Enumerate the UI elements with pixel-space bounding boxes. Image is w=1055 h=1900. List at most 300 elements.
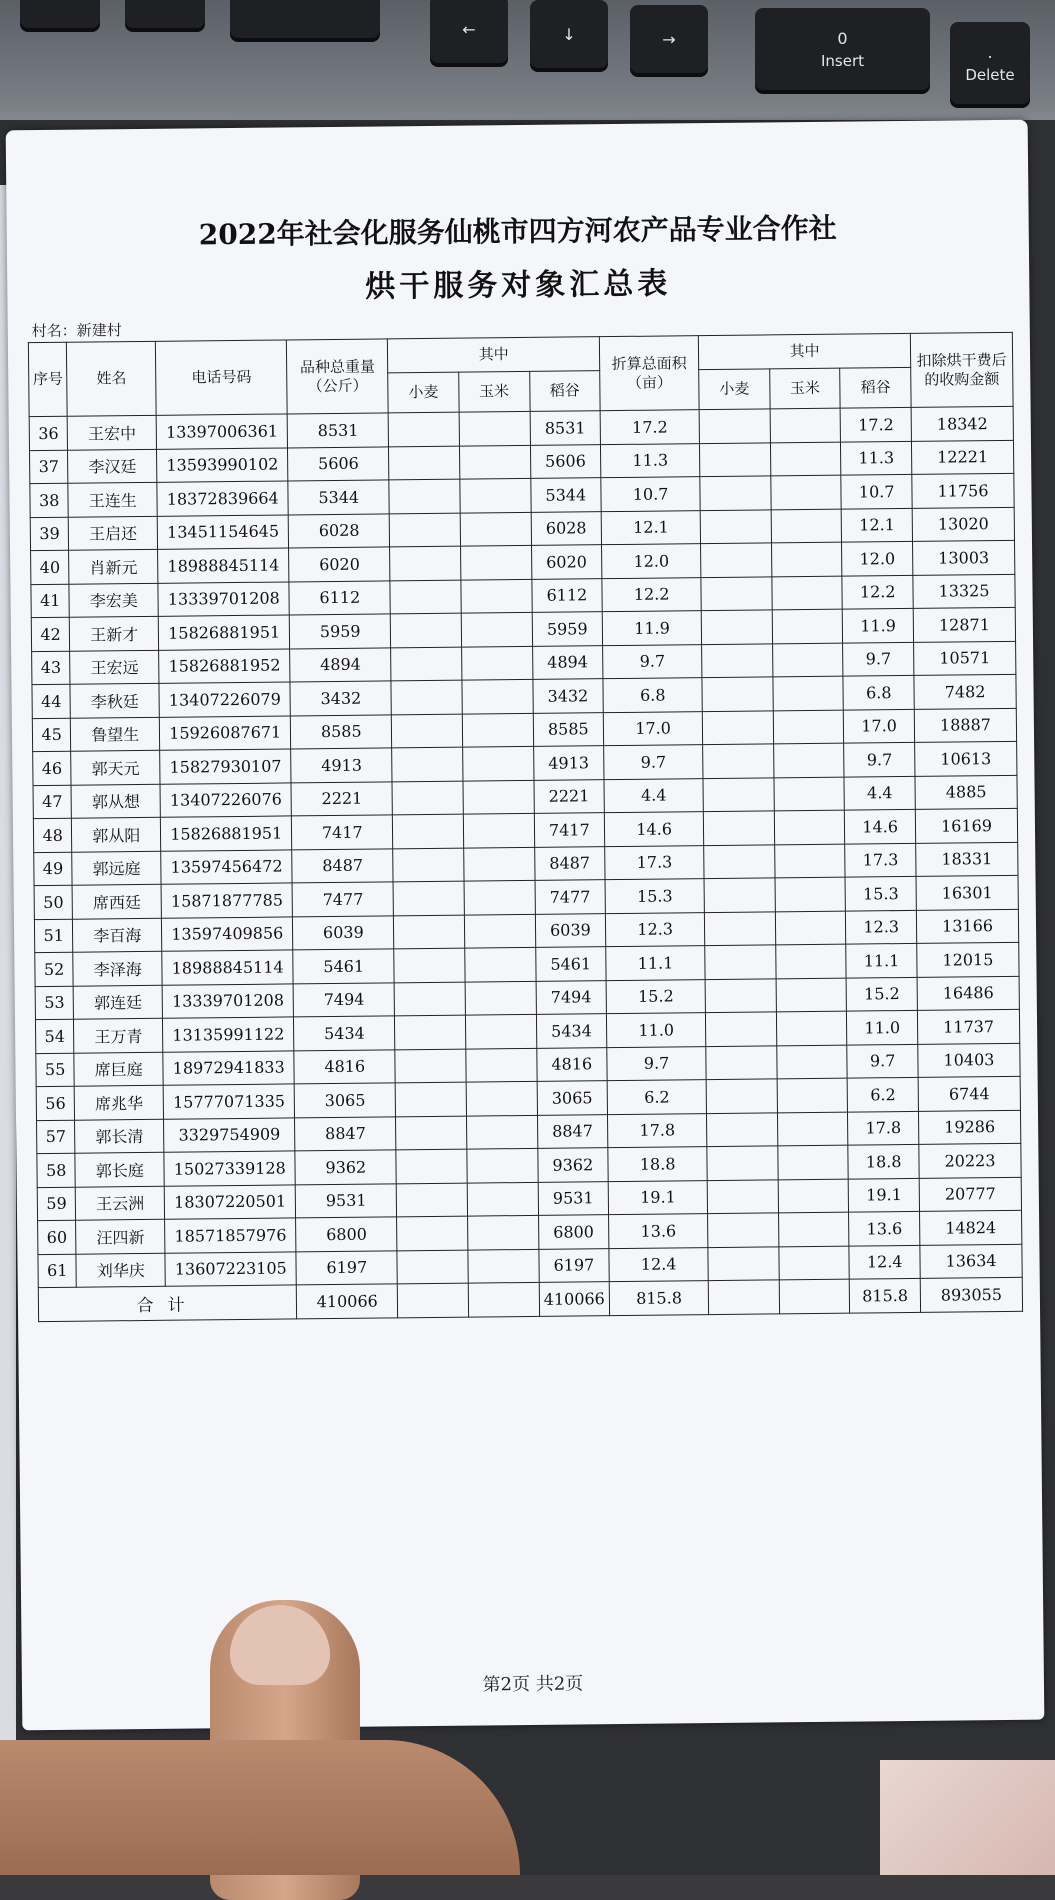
row-wheat (393, 848, 464, 882)
total-label: 合计 (38, 1285, 297, 1322)
row-rice-area: 17.3 (845, 843, 916, 877)
row-seq: 39 (30, 517, 69, 551)
row-corn (465, 947, 536, 981)
row-wheat (397, 1250, 468, 1284)
row-wheat (388, 412, 459, 446)
row-area: 6.2 (607, 1080, 706, 1115)
row-wheat (393, 881, 464, 915)
delete-key-sublabel: Delete (965, 65, 1015, 84)
row-phone: 15827930107 (160, 749, 292, 784)
row-area: 12.1 (601, 510, 700, 545)
row-weight: 6020 (289, 547, 390, 582)
row-rice: 4894 (532, 645, 603, 679)
row-wheat-area (701, 610, 772, 644)
row-seq: 50 (34, 885, 73, 919)
right-arrow-key (630, 5, 708, 73)
row-wheat (396, 1116, 467, 1150)
row-wheat (390, 580, 461, 614)
row-seq: 38 (30, 483, 69, 517)
row-amount: 10613 (915, 741, 1017, 776)
row-weight: 6800 (296, 1217, 397, 1252)
row-area: 12.2 (602, 577, 701, 612)
row-area: 15.3 (605, 879, 704, 914)
row-corn (467, 1148, 538, 1182)
row-amount: 16486 (917, 976, 1019, 1011)
row-rice-area: 11.3 (841, 441, 912, 475)
row-rice-area: 17.2 (840, 407, 911, 441)
row-phone: 15027339128 (164, 1151, 296, 1186)
row-rice-area: 11.1 (846, 943, 917, 977)
row-area: 14.6 (605, 812, 704, 847)
row-wheat-area (705, 945, 776, 979)
row-wheat-area (702, 710, 773, 744)
row-amount: 13325 (913, 574, 1015, 609)
row-corn-area (776, 1011, 847, 1045)
row-phone: 13407226079 (159, 682, 291, 717)
row-wheat (390, 613, 461, 647)
row-corn-area (771, 542, 842, 576)
row-weight: 4894 (290, 647, 391, 682)
row-area: 17.0 (603, 711, 702, 746)
header-seq: 序号 (28, 342, 67, 416)
row-area: 11.0 (607, 1013, 706, 1048)
row-wheat (389, 513, 460, 547)
row-weight: 8487 (292, 848, 393, 883)
row-area: 11.9 (602, 611, 701, 646)
header-area: 折算总面积（亩） (600, 336, 700, 411)
row-area: 13.6 (609, 1214, 708, 1249)
row-rice-area: 17.8 (848, 1111, 919, 1145)
row-phone: 13407226076 (160, 782, 292, 817)
row-area: 4.4 (604, 778, 703, 813)
row-amount: 18331 (916, 842, 1018, 877)
row-amount: 13634 (920, 1244, 1022, 1279)
row-weight: 5606 (288, 446, 389, 481)
row-rice: 6197 (538, 1248, 609, 1282)
row-wheat (389, 479, 460, 513)
row-area: 9.7 (603, 644, 702, 679)
row-corn (468, 1249, 539, 1283)
row-corn (462, 679, 533, 713)
header-group-weight: 其中 (388, 337, 600, 373)
row-rice: 9531 (538, 1181, 609, 1215)
row-phone: 18307220501 (164, 1184, 296, 1219)
row-rice: 8847 (537, 1114, 608, 1148)
row-wheat (394, 915, 465, 949)
row-wheat (397, 1216, 468, 1250)
row-corn-area (773, 676, 844, 710)
delete-key-label: . (987, 42, 993, 62)
row-rice: 6800 (538, 1215, 609, 1249)
row-amount: 11756 (912, 473, 1014, 508)
row-corn (464, 880, 535, 914)
row-rice-area: 19.1 (849, 1178, 920, 1212)
row-amount: 7482 (914, 674, 1016, 709)
row-corn-area (778, 1179, 849, 1213)
row-amount: 20223 (919, 1143, 1021, 1178)
row-name: 郭远庭 (72, 851, 161, 885)
row-name: 席巨庭 (74, 1052, 163, 1086)
row-corn (463, 746, 534, 780)
row-name: 郭长清 (75, 1119, 164, 1153)
row-wheat-area (700, 509, 771, 543)
row-wheat (395, 1082, 466, 1116)
row-corn (459, 411, 530, 445)
row-rice-area: 4.4 (844, 776, 915, 810)
row-corn-area (779, 1246, 850, 1280)
row-weight: 9362 (295, 1150, 396, 1185)
row-area: 15.2 (606, 979, 705, 1014)
row-phone: 13593990102 (157, 447, 289, 482)
row-phone: 13135991122 (163, 1017, 295, 1052)
row-corn (466, 1081, 537, 1115)
row-area: 19.1 (608, 1180, 707, 1215)
row-seq: 61 (38, 1254, 77, 1288)
row-wheat (391, 680, 462, 714)
row-weight: 7477 (292, 882, 393, 917)
row-weight: 6112 (289, 580, 390, 615)
row-corn (464, 847, 535, 881)
document-subtitle: 烘干服务对象汇总表 (365, 266, 672, 305)
row-seq: 52 (35, 952, 74, 986)
total-amount: 893055 (920, 1277, 1022, 1312)
row-seq: 37 (30, 450, 69, 484)
row-phone: 18972941833 (163, 1050, 295, 1085)
row-wheat (391, 647, 462, 681)
row-rice: 5959 (532, 612, 603, 646)
row-amount: 20777 (919, 1177, 1021, 1212)
row-phone: 18372839664 (157, 481, 289, 516)
row-phone: 13607223105 (165, 1251, 297, 1286)
row-weight: 6028 (289, 513, 390, 548)
row-weight: 8531 (287, 413, 388, 448)
row-rice-area: 12.1 (842, 508, 913, 542)
row-seq: 44 (32, 684, 71, 718)
row-name: 李秋廷 (70, 683, 159, 717)
row-corn (465, 981, 536, 1015)
row-weight: 3432 (290, 681, 391, 716)
row-corn-area (774, 810, 845, 844)
row-corn-area (777, 1112, 848, 1146)
row-corn (460, 478, 531, 512)
row-wheat-area (708, 1213, 779, 1247)
row-rice-area: 18.8 (848, 1144, 919, 1178)
row-corn-area (776, 1045, 847, 1079)
row-name: 郭天元 (71, 750, 160, 784)
down-arrow-key (530, 0, 608, 68)
row-wheat-area (704, 911, 775, 945)
row-rice-area: 9.7 (844, 742, 915, 776)
row-corn (462, 713, 533, 747)
row-rice: 7477 (535, 880, 606, 914)
row-seq: 41 (31, 584, 70, 618)
row-seq: 58 (37, 1153, 76, 1187)
row-weight: 4913 (291, 748, 392, 783)
header-rice-area: 稻谷 (840, 367, 911, 408)
box-corner (880, 1760, 1055, 1875)
row-area: 9.7 (604, 745, 703, 780)
row-wheat (392, 714, 463, 748)
row-rice-area: 13.6 (849, 1211, 920, 1245)
row-weight: 6197 (296, 1250, 397, 1285)
row-seq: 42 (31, 617, 70, 651)
row-weight: 4816 (294, 1049, 395, 1084)
document-page (6, 120, 1045, 1731)
row-wheat-area (703, 811, 774, 845)
row-wheat (390, 546, 461, 580)
row-wheat (393, 814, 464, 848)
row-corn (461, 579, 532, 613)
row-rice: 8487 (534, 846, 605, 880)
row-corn-area (774, 844, 845, 878)
row-weight: 9531 (296, 1183, 397, 1218)
row-name: 王宏远 (70, 650, 159, 684)
row-amount: 10403 (918, 1043, 1020, 1078)
row-phone: 13597456472 (161, 849, 293, 884)
row-name: 郭从阳 (72, 817, 161, 851)
row-area: 18.8 (608, 1147, 707, 1182)
header-corn-area: 玉米 (769, 368, 840, 409)
row-corn (461, 646, 532, 680)
row-phone: 15826881951 (160, 816, 292, 851)
row-wheat (389, 446, 460, 480)
row-corn (464, 914, 535, 948)
row-corn-area (770, 442, 841, 476)
row-amount: 14824 (920, 1210, 1022, 1245)
total-wheat-area (708, 1280, 779, 1315)
row-rice-area: 17.0 (844, 709, 915, 743)
row-wheat-area (706, 1045, 777, 1079)
row-amount: 19286 (918, 1110, 1020, 1145)
row-area: 17.8 (608, 1113, 707, 1148)
row-wheat-area (707, 1179, 778, 1213)
row-name: 王云洲 (76, 1186, 165, 1220)
row-phone: 15871877785 (161, 883, 293, 918)
row-phone: 15826881951 (158, 615, 290, 650)
row-wheat (395, 1015, 466, 1049)
row-wheat-area (699, 409, 770, 443)
row-seq: 60 (38, 1220, 77, 1254)
insert-key-label: 0 (837, 28, 848, 48)
row-amount: 4885 (915, 775, 1017, 810)
row-rice: 4913 (533, 746, 604, 780)
row-wheat-area (703, 744, 774, 778)
row-amount: 12871 (913, 607, 1015, 642)
row-area: 17.3 (605, 845, 704, 880)
row-rice-area: 6.2 (847, 1077, 918, 1111)
keyboard-key (125, 0, 205, 28)
row-name: 汪四新 (76, 1219, 165, 1253)
row-amount: 11737 (917, 1009, 1019, 1044)
row-rice-area: 12.3 (846, 910, 917, 944)
row-wheat (394, 982, 465, 1016)
row-seq: 40 (31, 550, 70, 584)
row-name: 郭连廷 (73, 985, 162, 1019)
keyboard-key (230, 0, 380, 38)
left-arrow-key (430, 0, 508, 63)
row-weight: 7494 (293, 982, 394, 1017)
row-wheat-area (707, 1112, 778, 1146)
total-rice-area: 815.8 (850, 1278, 921, 1313)
row-wheat (392, 781, 463, 815)
row-area: 11.1 (606, 946, 705, 981)
row-wheat-area (708, 1246, 779, 1280)
row-name: 李汉廷 (68, 449, 157, 483)
row-amount: 10571 (914, 641, 1016, 676)
row-corn (460, 545, 531, 579)
row-name: 席兆华 (75, 1085, 164, 1119)
header-phone: 电话号码 (156, 340, 288, 415)
row-corn-area (774, 777, 845, 811)
row-wheat-area (701, 576, 772, 610)
row-rice: 3432 (532, 679, 603, 713)
row-rice-area: 9.7 (847, 1044, 918, 1078)
row-area: 6.8 (603, 678, 702, 713)
row-wheat-area (707, 1146, 778, 1180)
row-rice: 5434 (536, 1014, 607, 1048)
row-phone: 18571857976 (165, 1218, 297, 1253)
row-phone: 15826881952 (159, 648, 291, 683)
row-phone: 13397006361 (156, 414, 288, 449)
row-wheat (392, 747, 463, 781)
row-wheat (394, 948, 465, 982)
row-corn-area (772, 576, 843, 610)
row-rice-area: 14.6 (845, 809, 916, 843)
down-arrow-icon: ↓ (562, 24, 576, 44)
row-name: 李百海 (73, 918, 162, 952)
row-corn-area (771, 475, 842, 509)
row-name: 鲁望生 (71, 717, 160, 751)
row-rice-area: 10.7 (841, 474, 912, 508)
row-seq: 56 (36, 1086, 75, 1120)
total-corn-area (779, 1279, 850, 1314)
row-phone: 13597409856 (162, 916, 294, 951)
row-wheat (395, 1049, 466, 1083)
row-wheat-area (703, 777, 774, 811)
row-rice: 5344 (530, 478, 601, 512)
row-corn (467, 1215, 538, 1249)
row-corn-area (773, 743, 844, 777)
row-rice-area: 12.4 (849, 1245, 920, 1279)
total-rice: 410066 (539, 1282, 610, 1317)
total-weight: 410066 (297, 1284, 398, 1319)
row-corn-area (778, 1145, 849, 1179)
row-area: 12.0 (602, 544, 701, 579)
row-seq: 46 (33, 751, 72, 785)
row-seq: 49 (34, 852, 73, 886)
row-corn (465, 1014, 536, 1048)
header-weight: 品种总重量（公斤） (287, 339, 389, 414)
total-area: 815.8 (609, 1281, 708, 1316)
row-name: 郭长庭 (75, 1152, 164, 1186)
village-name: 村名：新建村 (31, 321, 122, 341)
row-wheat-area (700, 442, 771, 476)
total-wheat (397, 1283, 468, 1318)
row-weight: 2221 (291, 781, 392, 816)
insert-key-sublabel: Insert (820, 51, 865, 70)
row-corn-area (778, 1212, 849, 1246)
row-area: 12.4 (609, 1247, 708, 1282)
row-name: 王新才 (70, 616, 159, 650)
row-rice: 7494 (536, 980, 607, 1014)
row-phone: 15777071335 (163, 1084, 295, 1119)
row-rice-area: 15.2 (846, 977, 917, 1011)
row-seq: 36 (29, 416, 68, 450)
row-amount: 18887 (914, 708, 1016, 743)
row-rice: 5606 (530, 444, 601, 478)
row-area: 9.7 (607, 1046, 706, 1081)
row-seq: 43 (32, 651, 71, 685)
row-phone: 3329754909 (164, 1117, 296, 1152)
left-arrow-icon: ← (462, 19, 476, 39)
row-amount: 12221 (911, 440, 1013, 475)
row-rice: 4816 (536, 1047, 607, 1081)
row-weight: 7417 (292, 815, 393, 850)
row-wheat (396, 1149, 467, 1183)
row-weight: 5344 (288, 480, 389, 515)
row-amount: 13003 (913, 540, 1015, 575)
header-rice: 稻谷 (529, 371, 600, 412)
row-name: 席西廷 (72, 884, 161, 918)
row-area: 12.3 (606, 912, 705, 947)
document-title: 2022年社会化服务仙桃市四方河农产品专业合作社 (198, 211, 837, 252)
row-corn (467, 1182, 538, 1216)
row-weight: 5959 (290, 614, 391, 649)
row-rice-area: 15.3 (845, 876, 916, 910)
row-wheat-area (705, 978, 776, 1012)
row-corn-area (775, 877, 846, 911)
row-phone: 18988845114 (162, 950, 294, 985)
total-corn (468, 1282, 539, 1317)
row-corn (466, 1048, 537, 1082)
row-weight: 3065 (294, 1083, 395, 1118)
row-corn-area (775, 944, 846, 978)
row-rice-area: 6.8 (843, 675, 914, 709)
row-amount: 16169 (915, 808, 1017, 843)
row-seq: 55 (36, 1053, 75, 1087)
row-phone: 18988845114 (158, 548, 290, 583)
row-corn-area (776, 978, 847, 1012)
row-amount: 6744 (918, 1076, 1020, 1111)
row-seq: 48 (33, 818, 72, 852)
row-weight: 6039 (293, 915, 394, 950)
row-weight: 8585 (291, 714, 392, 749)
row-seq: 54 (35, 1019, 74, 1053)
row-rice: 5461 (535, 947, 606, 981)
keyboard-key (20, 0, 100, 28)
row-phone: 13339701208 (162, 983, 294, 1018)
summary-table (28, 332, 1023, 1322)
page-number: 第2页 共2页 (482, 1673, 584, 1696)
row-amount: 13020 (912, 507, 1014, 542)
row-corn (461, 612, 532, 646)
row-area: 11.3 (601, 443, 700, 478)
row-weight: 8847 (295, 1116, 396, 1151)
row-corn-area (772, 643, 843, 677)
row-corn-area (775, 911, 846, 945)
row-seq: 53 (35, 986, 74, 1020)
row-rice: 7417 (534, 813, 605, 847)
row-name: 肖新元 (69, 549, 158, 583)
row-corn (459, 445, 530, 479)
delete-key (950, 22, 1030, 104)
row-amount: 13166 (916, 909, 1018, 944)
row-rice-area: 9.7 (843, 642, 914, 676)
row-rice: 3065 (537, 1081, 608, 1115)
header-name: 姓名 (67, 341, 157, 416)
header-wheat: 小麦 (388, 372, 459, 413)
row-name: 王连生 (68, 482, 157, 516)
